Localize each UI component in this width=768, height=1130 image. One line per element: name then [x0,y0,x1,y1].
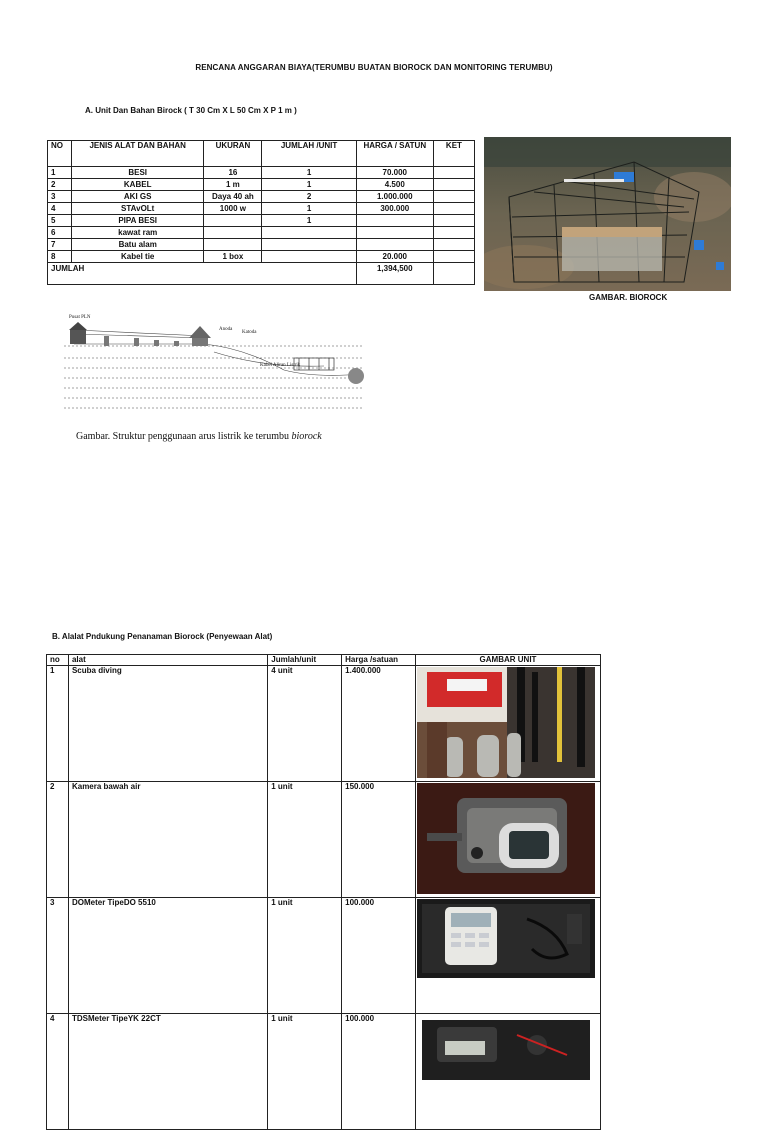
row-qty: 1 unit [268,782,342,898]
row-price: 100.000 [342,898,416,1014]
section-b-heading: B. Alalat Pndukung Penanaman Biorock (Penyewaan Alat) [52,632,273,641]
biorock-photo [484,137,731,291]
total-row [48,263,475,285]
column-header: Harga /satuan [342,655,416,666]
row-qty [262,239,356,251]
row-size: 1000 w [204,203,262,215]
row-qty [262,227,356,239]
row-no: 3 [48,191,72,203]
row-ket [433,179,474,191]
row-price: 100.000 [342,1014,416,1130]
diagram-label-pln: Pusat PLN [69,315,91,320]
row-price: 70.000 [356,167,433,179]
row-qty: 2 [262,191,356,203]
column-header: alat [68,655,267,666]
row-no: 4 [48,203,72,215]
diagram-caption [76,431,322,442]
table-row [47,898,601,1014]
table-row [47,666,601,782]
row-qty: 4 unit [268,666,342,782]
row-size [204,227,262,239]
table-row [48,179,475,191]
column-header: no [47,655,69,666]
row-price: 300.000 [356,203,433,215]
row-no: 1 [48,167,72,179]
table-row [48,227,475,239]
column-header: KET [433,141,474,167]
row-no: 6 [48,227,72,239]
table-row [48,251,475,263]
total-value: 1,394,500 [356,263,433,285]
row-item: KABEL [72,179,204,191]
diagram-label-kabel: Kabel Aliran Listrik [260,363,301,368]
equipment-table [46,654,601,1130]
row-no: 1 [47,666,69,782]
row-size [204,215,262,227]
row-no: 2 [47,782,69,898]
row-size: 1 m [204,179,262,191]
diagram-caption-italic: biorock [291,431,322,442]
materials-table [47,140,475,285]
row-no: 8 [48,251,72,263]
row-item: PIPA BESI [72,215,204,227]
row-item: AKI GS [72,191,204,203]
table-row [48,215,475,227]
row-qty: 1 [262,179,356,191]
column-header: JUMLAH /UNIT [262,141,356,167]
row-ket [433,251,474,263]
row-price: 1.400.000 [342,666,416,782]
row-price [356,227,433,239]
row-item: Batu alam [72,239,204,251]
column-header: HARGA / SATUN [356,141,433,167]
row-item: kawat ram [72,227,204,239]
row-item: Kamera bawah air [68,782,267,898]
row-ket [433,203,474,215]
scuba-tanks-photo [417,667,595,778]
biorock-caption: GAMBAR. BIOROCK [589,293,668,302]
row-ket [433,227,474,239]
row-item: BESI [72,167,204,179]
section-a-heading: A. Unit Dan Bahan Birock ( T 30 Cm X L 50 Cm X P 1 m ) [85,106,297,115]
row-price: 150.000 [342,782,416,898]
row-no: 2 [48,179,72,191]
row-qty: 1 unit [268,898,342,1014]
row-size [204,239,262,251]
table-row [48,167,475,179]
row-qty: 1 [262,215,356,227]
row-no: 3 [47,898,69,1014]
row-size: 1 box [204,251,262,263]
table-header-row [47,655,601,666]
row-ket [433,239,474,251]
row-price: 20.000 [356,251,433,263]
table-row [48,191,475,203]
row-size: 16 [204,167,262,179]
tds-meter-photo [417,1015,595,1126]
row-qty [262,251,356,263]
row-qty: 1 [262,167,356,179]
structure-diagram [64,308,370,418]
row-no: 4 [47,1014,69,1130]
row-item: DOMeter TipeDO 5510 [68,898,267,1014]
row-no: 7 [48,239,72,251]
row-price [356,215,433,227]
column-header: JENIS ALAT DAN BAHAN [72,141,204,167]
row-price [356,239,433,251]
underwater-camera-photo [417,783,595,894]
table-row [48,203,475,215]
do-meter-photo [417,899,595,978]
row-ket [433,191,474,203]
column-header: NO [48,141,72,167]
row-ket [433,167,474,179]
table-row [47,782,601,898]
row-item: TDSMeter TipeYK 22CT [68,1014,267,1130]
table-row [48,239,475,251]
diagram-label-anoda: Anoda [219,327,233,332]
row-qty: 1 [262,203,356,215]
table-header-row [48,141,475,167]
column-header: UKURAN [204,141,262,167]
row-item: Scuba diving [68,666,267,782]
row-item: STAvOLt [72,203,204,215]
total-label: JUMLAH [48,263,357,285]
row-item: Kabel tie [72,251,204,263]
table-row [47,1014,601,1130]
row-no: 5 [48,215,72,227]
row-qty: 1 unit [268,1014,342,1130]
row-price: 1.000.000 [356,191,433,203]
row-size: Daya 40 ah [204,191,262,203]
column-header: GAMBAR UNIT [415,655,600,666]
column-header: Jumlah/unit [268,655,342,666]
diagram-caption-text: Gambar. Struktur penggunaan arus listrik ke terumbu [76,431,292,442]
diagram-label-katoda: Katoda [242,330,257,335]
document-title: RENCANA ANGGARAN BIAYA(TERUMBU BUATAN BIOROCK DAN MONITORING TERUMBU) [195,63,553,72]
row-ket [433,215,474,227]
row-price: 4.500 [356,179,433,191]
